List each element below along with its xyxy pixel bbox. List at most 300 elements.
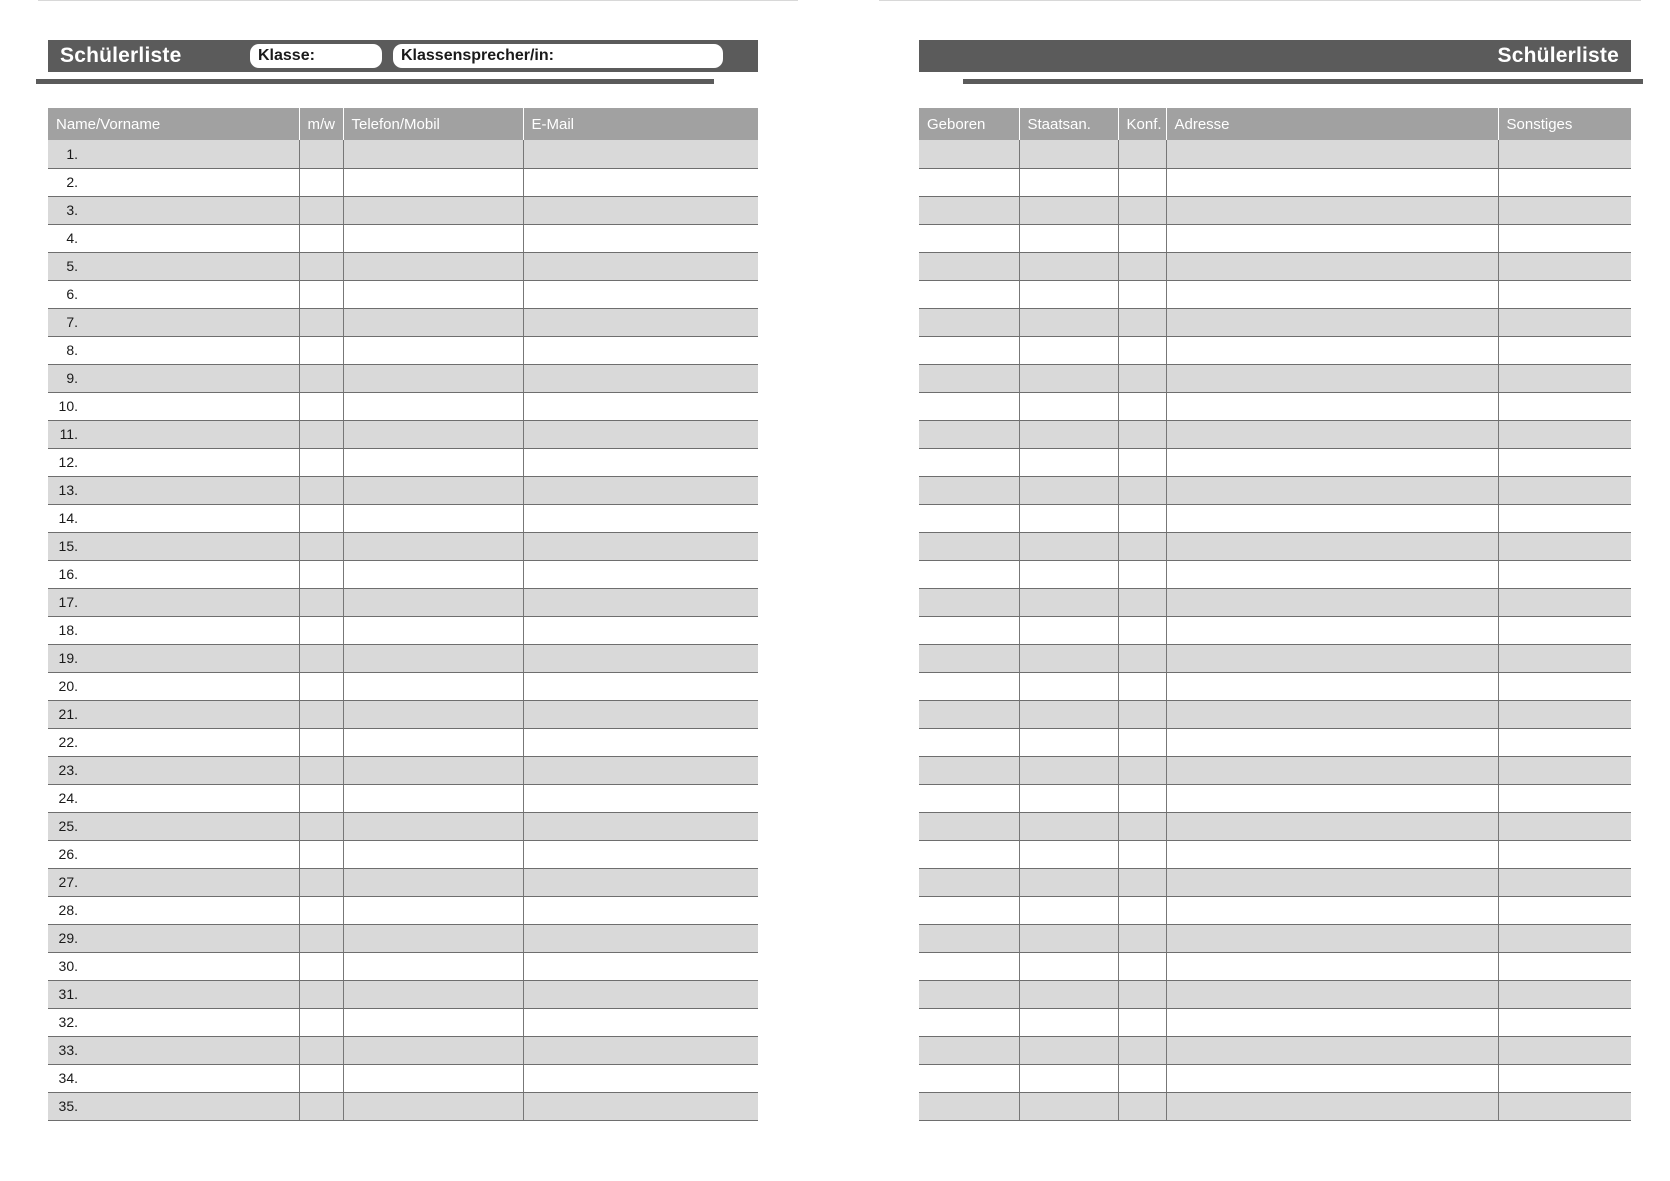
nationality-cell[interactable]	[1019, 700, 1118, 728]
address-cell[interactable]	[1166, 420, 1498, 448]
gender-cell[interactable]	[299, 952, 343, 980]
denomination-cell[interactable]	[1118, 140, 1166, 168]
other-cell[interactable]	[1498, 224, 1631, 252]
gender-cell[interactable]	[299, 504, 343, 532]
nationality-cell[interactable]	[1019, 840, 1118, 868]
gender-cell[interactable]	[299, 196, 343, 224]
address-cell[interactable]	[1166, 252, 1498, 280]
name-cell[interactable]	[48, 756, 299, 784]
email-cell[interactable]	[523, 784, 758, 812]
phone-cell[interactable]	[343, 140, 523, 168]
address-cell[interactable]	[1166, 532, 1498, 560]
email-cell[interactable]	[523, 504, 758, 532]
born-cell[interactable]	[919, 448, 1019, 476]
nationality-cell[interactable]	[1019, 1036, 1118, 1064]
other-cell[interactable]	[1498, 756, 1631, 784]
born-cell[interactable]	[919, 1008, 1019, 1036]
phone-cell[interactable]	[343, 420, 523, 448]
born-cell[interactable]	[919, 336, 1019, 364]
phone-cell[interactable]	[343, 504, 523, 532]
born-cell[interactable]	[919, 224, 1019, 252]
other-cell[interactable]	[1498, 168, 1631, 196]
name-cell[interactable]	[48, 420, 299, 448]
born-cell[interactable]	[919, 420, 1019, 448]
name-cell[interactable]	[48, 924, 299, 952]
denomination-cell[interactable]	[1118, 952, 1166, 980]
name-cell[interactable]	[48, 896, 299, 924]
phone-cell[interactable]	[343, 448, 523, 476]
email-cell[interactable]	[523, 532, 758, 560]
gender-cell[interactable]	[299, 812, 343, 840]
denomination-cell[interactable]	[1118, 224, 1166, 252]
gender-cell[interactable]	[299, 476, 343, 504]
name-cell[interactable]	[48, 532, 299, 560]
gender-cell[interactable]	[299, 1064, 343, 1092]
phone-cell[interactable]	[343, 196, 523, 224]
name-cell[interactable]	[48, 252, 299, 280]
nationality-cell[interactable]	[1019, 588, 1118, 616]
email-cell[interactable]	[523, 308, 758, 336]
address-cell[interactable]	[1166, 140, 1498, 168]
nationality-cell[interactable]	[1019, 476, 1118, 504]
name-cell[interactable]	[48, 672, 299, 700]
email-cell[interactable]	[523, 924, 758, 952]
email-cell[interactable]	[523, 560, 758, 588]
denomination-cell[interactable]	[1118, 504, 1166, 532]
name-cell[interactable]	[48, 140, 299, 168]
denomination-cell[interactable]	[1118, 1036, 1166, 1064]
denomination-cell[interactable]	[1118, 840, 1166, 868]
phone-cell[interactable]	[343, 672, 523, 700]
other-cell[interactable]	[1498, 1036, 1631, 1064]
nationality-cell[interactable]	[1019, 504, 1118, 532]
other-cell[interactable]	[1498, 644, 1631, 672]
gender-cell[interactable]	[299, 840, 343, 868]
denomination-cell[interactable]	[1118, 252, 1166, 280]
email-cell[interactable]	[523, 980, 758, 1008]
gender-cell[interactable]	[299, 448, 343, 476]
address-cell[interactable]	[1166, 1036, 1498, 1064]
phone-cell[interactable]	[343, 476, 523, 504]
name-cell[interactable]	[48, 1064, 299, 1092]
name-cell[interactable]	[48, 560, 299, 588]
gender-cell[interactable]	[299, 784, 343, 812]
name-cell[interactable]	[48, 364, 299, 392]
phone-cell[interactable]	[343, 616, 523, 644]
denomination-cell[interactable]	[1118, 924, 1166, 952]
nationality-cell[interactable]	[1019, 420, 1118, 448]
nationality-cell[interactable]	[1019, 140, 1118, 168]
gender-cell[interactable]	[299, 280, 343, 308]
gender-cell[interactable]	[299, 896, 343, 924]
nationality-cell[interactable]	[1019, 280, 1118, 308]
born-cell[interactable]	[919, 868, 1019, 896]
denomination-cell[interactable]	[1118, 672, 1166, 700]
address-cell[interactable]	[1166, 896, 1498, 924]
denomination-cell[interactable]	[1118, 448, 1166, 476]
nationality-cell[interactable]	[1019, 672, 1118, 700]
phone-cell[interactable]	[343, 924, 523, 952]
denomination-cell[interactable]	[1118, 812, 1166, 840]
gender-cell[interactable]	[299, 336, 343, 364]
email-cell[interactable]	[523, 672, 758, 700]
email-cell[interactable]	[523, 364, 758, 392]
nationality-cell[interactable]	[1019, 728, 1118, 756]
gender-cell[interactable]	[299, 140, 343, 168]
email-cell[interactable]	[523, 1064, 758, 1092]
nationality-cell[interactable]	[1019, 924, 1118, 952]
gender-cell[interactable]	[299, 616, 343, 644]
denomination-cell[interactable]	[1118, 168, 1166, 196]
phone-cell[interactable]	[343, 784, 523, 812]
gender-cell[interactable]	[299, 980, 343, 1008]
phone-cell[interactable]	[343, 644, 523, 672]
denomination-cell[interactable]	[1118, 756, 1166, 784]
born-cell[interactable]	[919, 840, 1019, 868]
denomination-cell[interactable]	[1118, 896, 1166, 924]
phone-cell[interactable]	[343, 896, 523, 924]
name-cell[interactable]	[48, 336, 299, 364]
name-cell[interactable]	[48, 644, 299, 672]
nationality-cell[interactable]	[1019, 168, 1118, 196]
other-cell[interactable]	[1498, 1008, 1631, 1036]
phone-cell[interactable]	[343, 308, 523, 336]
born-cell[interactable]	[919, 980, 1019, 1008]
nationality-cell[interactable]	[1019, 896, 1118, 924]
born-cell[interactable]	[919, 1036, 1019, 1064]
born-cell[interactable]	[919, 756, 1019, 784]
gender-cell[interactable]	[299, 700, 343, 728]
born-cell[interactable]	[919, 616, 1019, 644]
nationality-cell[interactable]	[1019, 756, 1118, 784]
name-cell[interactable]	[48, 980, 299, 1008]
gender-cell[interactable]	[299, 588, 343, 616]
other-cell[interactable]	[1498, 280, 1631, 308]
denomination-cell[interactable]	[1118, 476, 1166, 504]
address-cell[interactable]	[1166, 224, 1498, 252]
address-cell[interactable]	[1166, 1092, 1498, 1120]
address-cell[interactable]	[1166, 308, 1498, 336]
gender-cell[interactable]	[299, 392, 343, 420]
born-cell[interactable]	[919, 1092, 1019, 1120]
email-cell[interactable]	[523, 1036, 758, 1064]
phone-cell[interactable]	[343, 224, 523, 252]
nationality-cell[interactable]	[1019, 1064, 1118, 1092]
name-cell[interactable]	[48, 448, 299, 476]
address-cell[interactable]	[1166, 672, 1498, 700]
email-cell[interactable]	[523, 224, 758, 252]
name-cell[interactable]	[48, 1092, 299, 1120]
address-cell[interactable]	[1166, 336, 1498, 364]
phone-cell[interactable]	[343, 392, 523, 420]
address-cell[interactable]	[1166, 812, 1498, 840]
nationality-cell[interactable]	[1019, 868, 1118, 896]
nationality-cell[interactable]	[1019, 336, 1118, 364]
email-cell[interactable]	[523, 1008, 758, 1036]
email-cell[interactable]	[523, 840, 758, 868]
address-cell[interactable]	[1166, 588, 1498, 616]
address-cell[interactable]	[1166, 1064, 1498, 1092]
phone-cell[interactable]	[343, 700, 523, 728]
other-cell[interactable]	[1498, 1092, 1631, 1120]
gender-cell[interactable]	[299, 364, 343, 392]
phone-cell[interactable]	[343, 812, 523, 840]
other-cell[interactable]	[1498, 420, 1631, 448]
name-cell[interactable]	[48, 224, 299, 252]
born-cell[interactable]	[919, 924, 1019, 952]
gender-cell[interactable]	[299, 1092, 343, 1120]
address-cell[interactable]	[1166, 980, 1498, 1008]
gender-cell[interactable]	[299, 756, 343, 784]
other-cell[interactable]	[1498, 504, 1631, 532]
denomination-cell[interactable]	[1118, 784, 1166, 812]
denomination-cell[interactable]	[1118, 980, 1166, 1008]
other-cell[interactable]	[1498, 1064, 1631, 1092]
nationality-cell[interactable]	[1019, 252, 1118, 280]
name-cell[interactable]	[48, 952, 299, 980]
other-cell[interactable]	[1498, 336, 1631, 364]
nationality-cell[interactable]	[1019, 308, 1118, 336]
address-cell[interactable]	[1166, 196, 1498, 224]
email-cell[interactable]	[523, 476, 758, 504]
nationality-cell[interactable]	[1019, 1092, 1118, 1120]
gender-cell[interactable]	[299, 252, 343, 280]
other-cell[interactable]	[1498, 560, 1631, 588]
address-cell[interactable]	[1166, 840, 1498, 868]
denomination-cell[interactable]	[1118, 700, 1166, 728]
name-cell[interactable]	[48, 392, 299, 420]
born-cell[interactable]	[919, 392, 1019, 420]
born-cell[interactable]	[919, 1064, 1019, 1092]
nationality-cell[interactable]	[1019, 364, 1118, 392]
denomination-cell[interactable]	[1118, 588, 1166, 616]
born-cell[interactable]	[919, 196, 1019, 224]
gender-cell[interactable]	[299, 560, 343, 588]
gender-cell[interactable]	[299, 728, 343, 756]
other-cell[interactable]	[1498, 476, 1631, 504]
gender-cell[interactable]	[299, 168, 343, 196]
phone-cell[interactable]	[343, 1036, 523, 1064]
phone-cell[interactable]	[343, 364, 523, 392]
phone-cell[interactable]	[343, 980, 523, 1008]
born-cell[interactable]	[919, 476, 1019, 504]
phone-cell[interactable]	[343, 532, 523, 560]
name-cell[interactable]	[48, 168, 299, 196]
denomination-cell[interactable]	[1118, 308, 1166, 336]
email-cell[interactable]	[523, 1092, 758, 1120]
born-cell[interactable]	[919, 364, 1019, 392]
phone-cell[interactable]	[343, 336, 523, 364]
nationality-cell[interactable]	[1019, 1008, 1118, 1036]
denomination-cell[interactable]	[1118, 616, 1166, 644]
born-cell[interactable]	[919, 140, 1019, 168]
email-cell[interactable]	[523, 196, 758, 224]
phone-cell[interactable]	[343, 756, 523, 784]
name-cell[interactable]	[48, 196, 299, 224]
gender-cell[interactable]	[299, 1008, 343, 1036]
other-cell[interactable]	[1498, 196, 1631, 224]
born-cell[interactable]	[919, 672, 1019, 700]
email-cell[interactable]	[523, 448, 758, 476]
born-cell[interactable]	[919, 168, 1019, 196]
address-cell[interactable]	[1166, 784, 1498, 812]
denomination-cell[interactable]	[1118, 392, 1166, 420]
denomination-cell[interactable]	[1118, 1092, 1166, 1120]
denomination-cell[interactable]	[1118, 532, 1166, 560]
nationality-cell[interactable]	[1019, 812, 1118, 840]
gender-cell[interactable]	[299, 308, 343, 336]
email-cell[interactable]	[523, 644, 758, 672]
name-cell[interactable]	[48, 616, 299, 644]
born-cell[interactable]	[919, 896, 1019, 924]
name-cell[interactable]	[48, 504, 299, 532]
phone-cell[interactable]	[343, 840, 523, 868]
address-cell[interactable]	[1166, 952, 1498, 980]
email-cell[interactable]	[523, 588, 758, 616]
address-cell[interactable]	[1166, 392, 1498, 420]
address-cell[interactable]	[1166, 364, 1498, 392]
address-cell[interactable]	[1166, 924, 1498, 952]
born-cell[interactable]	[919, 588, 1019, 616]
phone-cell[interactable]	[343, 168, 523, 196]
other-cell[interactable]	[1498, 448, 1631, 476]
phone-cell[interactable]	[343, 1008, 523, 1036]
gender-cell[interactable]	[299, 532, 343, 560]
nationality-cell[interactable]	[1019, 392, 1118, 420]
denomination-cell[interactable]	[1118, 364, 1166, 392]
email-cell[interactable]	[523, 140, 758, 168]
denomination-cell[interactable]	[1118, 644, 1166, 672]
other-cell[interactable]	[1498, 616, 1631, 644]
born-cell[interactable]	[919, 784, 1019, 812]
phone-cell[interactable]	[343, 560, 523, 588]
address-cell[interactable]	[1166, 728, 1498, 756]
email-cell[interactable]	[523, 252, 758, 280]
other-cell[interactable]	[1498, 392, 1631, 420]
email-cell[interactable]	[523, 392, 758, 420]
born-cell[interactable]	[919, 560, 1019, 588]
nationality-cell[interactable]	[1019, 224, 1118, 252]
born-cell[interactable]	[919, 280, 1019, 308]
name-cell[interactable]	[48, 840, 299, 868]
other-cell[interactable]	[1498, 896, 1631, 924]
gender-cell[interactable]	[299, 420, 343, 448]
klasse-field[interactable]: Klasse:	[250, 44, 382, 68]
born-cell[interactable]	[919, 308, 1019, 336]
address-cell[interactable]	[1166, 280, 1498, 308]
email-cell[interactable]	[523, 336, 758, 364]
born-cell[interactable]	[919, 532, 1019, 560]
email-cell[interactable]	[523, 728, 758, 756]
address-cell[interactable]	[1166, 1008, 1498, 1036]
gender-cell[interactable]	[299, 672, 343, 700]
phone-cell[interactable]	[343, 868, 523, 896]
born-cell[interactable]	[919, 952, 1019, 980]
nationality-cell[interactable]	[1019, 560, 1118, 588]
email-cell[interactable]	[523, 952, 758, 980]
other-cell[interactable]	[1498, 952, 1631, 980]
email-cell[interactable]	[523, 896, 758, 924]
phone-cell[interactable]	[343, 952, 523, 980]
nationality-cell[interactable]	[1019, 616, 1118, 644]
email-cell[interactable]	[523, 280, 758, 308]
email-cell[interactable]	[523, 420, 758, 448]
denomination-cell[interactable]	[1118, 196, 1166, 224]
gender-cell[interactable]	[299, 868, 343, 896]
email-cell[interactable]	[523, 700, 758, 728]
other-cell[interactable]	[1498, 840, 1631, 868]
denomination-cell[interactable]	[1118, 1064, 1166, 1092]
denomination-cell[interactable]	[1118, 336, 1166, 364]
phone-cell[interactable]	[343, 252, 523, 280]
denomination-cell[interactable]	[1118, 420, 1166, 448]
name-cell[interactable]	[48, 280, 299, 308]
denomination-cell[interactable]	[1118, 868, 1166, 896]
gender-cell[interactable]	[299, 644, 343, 672]
other-cell[interactable]	[1498, 252, 1631, 280]
nationality-cell[interactable]	[1019, 784, 1118, 812]
email-cell[interactable]	[523, 812, 758, 840]
nationality-cell[interactable]	[1019, 952, 1118, 980]
name-cell[interactable]	[48, 1036, 299, 1064]
nationality-cell[interactable]	[1019, 644, 1118, 672]
phone-cell[interactable]	[343, 1092, 523, 1120]
address-cell[interactable]	[1166, 700, 1498, 728]
other-cell[interactable]	[1498, 672, 1631, 700]
other-cell[interactable]	[1498, 784, 1631, 812]
other-cell[interactable]	[1498, 140, 1631, 168]
name-cell[interactable]	[48, 308, 299, 336]
born-cell[interactable]	[919, 700, 1019, 728]
address-cell[interactable]	[1166, 476, 1498, 504]
address-cell[interactable]	[1166, 504, 1498, 532]
born-cell[interactable]	[919, 644, 1019, 672]
address-cell[interactable]	[1166, 448, 1498, 476]
email-cell[interactable]	[523, 616, 758, 644]
address-cell[interactable]	[1166, 756, 1498, 784]
nationality-cell[interactable]	[1019, 980, 1118, 1008]
born-cell[interactable]	[919, 504, 1019, 532]
name-cell[interactable]	[48, 868, 299, 896]
other-cell[interactable]	[1498, 532, 1631, 560]
gender-cell[interactable]	[299, 924, 343, 952]
other-cell[interactable]	[1498, 980, 1631, 1008]
klassensprecher-field[interactable]: Klassensprecher/in:	[393, 44, 723, 68]
born-cell[interactable]	[919, 812, 1019, 840]
name-cell[interactable]	[48, 700, 299, 728]
other-cell[interactable]	[1498, 364, 1631, 392]
gender-cell[interactable]	[299, 1036, 343, 1064]
name-cell[interactable]	[48, 728, 299, 756]
address-cell[interactable]	[1166, 560, 1498, 588]
email-cell[interactable]	[523, 756, 758, 784]
address-cell[interactable]	[1166, 168, 1498, 196]
address-cell[interactable]	[1166, 868, 1498, 896]
email-cell[interactable]	[523, 868, 758, 896]
other-cell[interactable]	[1498, 924, 1631, 952]
name-cell[interactable]	[48, 1008, 299, 1036]
denomination-cell[interactable]	[1118, 728, 1166, 756]
email-cell[interactable]	[523, 168, 758, 196]
name-cell[interactable]	[48, 588, 299, 616]
address-cell[interactable]	[1166, 644, 1498, 672]
born-cell[interactable]	[919, 252, 1019, 280]
denomination-cell[interactable]	[1118, 560, 1166, 588]
denomination-cell[interactable]	[1118, 280, 1166, 308]
denomination-cell[interactable]	[1118, 1008, 1166, 1036]
other-cell[interactable]	[1498, 868, 1631, 896]
phone-cell[interactable]	[343, 728, 523, 756]
